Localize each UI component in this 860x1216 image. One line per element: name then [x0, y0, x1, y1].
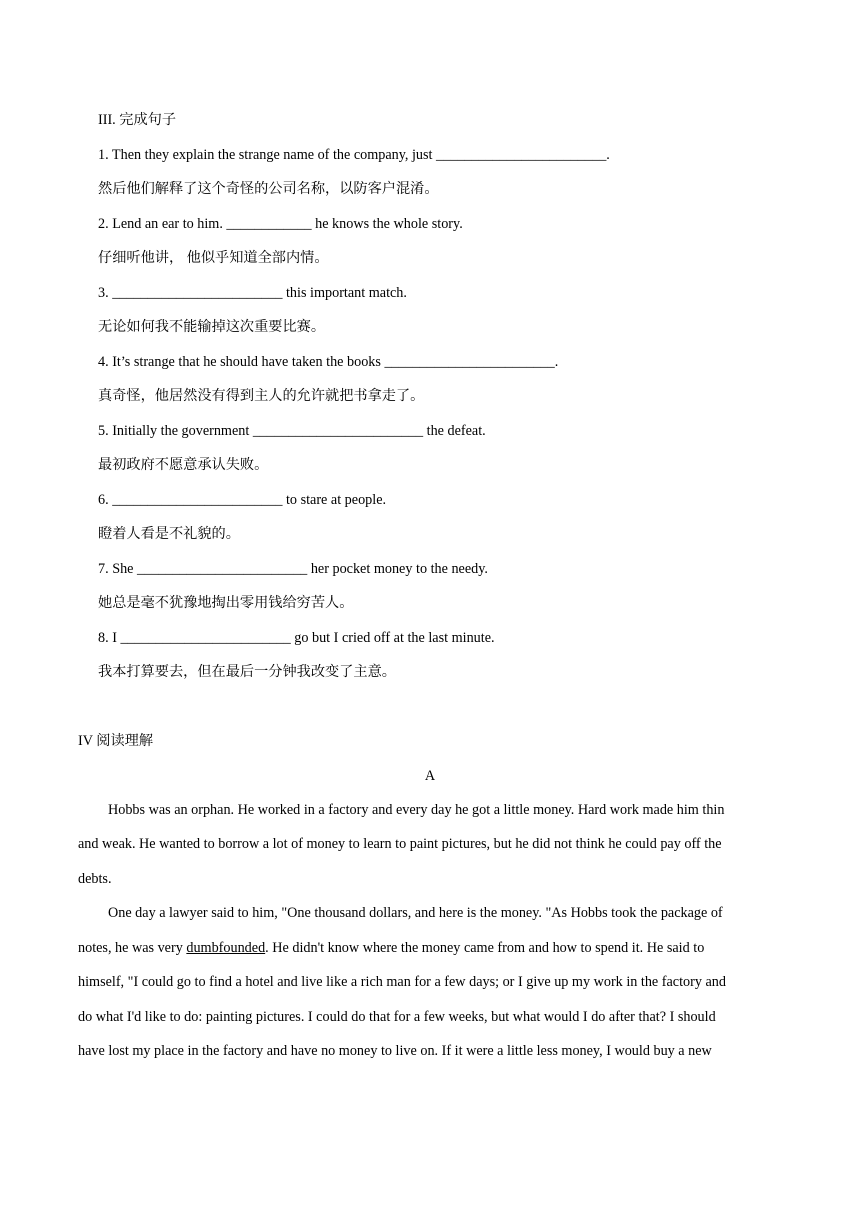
item-1-chinese: 然后他们解释了这个奇怪的公司名称，以防客户混淆。: [98, 181, 439, 197]
item-8-chinese: 我本打算要去，但在最后一分钟我改变了主意。: [98, 664, 396, 680]
paragraph-1-line-1: Hobbs was an orphan. He worked in a factory and every day he got a little money. Hard work made him thin: [108, 802, 725, 818]
item-4-chinese: 真奇怪，他居然没有得到主人的允许就把书拿走了。: [98, 388, 425, 404]
item-1-english: 1. Then they explain the strange name of the company, just ________________________.: [98, 147, 610, 163]
item-7-chinese: 她总是毫不犹豫地掏出零用钱给穷苦人。: [98, 595, 354, 611]
underlined-vocabulary-word: dumbfounded: [186, 940, 266, 956]
section-4-title: IV 阅读理解: [78, 733, 154, 749]
paragraph-2-line-2: [78, 938, 768, 958]
item-3-english: 3. ________________________ this important match.: [98, 285, 407, 301]
paragraph-2-line-2-start: notes, he was very: [78, 940, 187, 956]
paragraph-2-line-3: himself, "I could go to find a hotel and live like a rich man for a few days; or I give up my work in the factory and: [78, 974, 726, 990]
item-6-chinese: 瞪着人看是不礼貌的。: [98, 526, 240, 542]
passage-label: A: [424, 768, 436, 784]
section-3-title: III. 完成句子: [98, 112, 177, 128]
item-8-english: 8. I ________________________ go but I cried off at the last minute.: [98, 630, 495, 646]
item-4-english: 4. It’s strange that he should have taken the books ________________________.: [98, 354, 559, 370]
paragraph-1-line-3: debts.: [78, 871, 112, 887]
item-7-english: 7. She ________________________ her pocket money to the needy.: [98, 561, 488, 577]
item-6-english: 6. ________________________ to stare at people.: [98, 492, 387, 508]
item-2-english: 2. Lend an ear to him. ____________ he knows the whole story.: [98, 216, 463, 232]
item-2-chinese: 仔细听他讲， 他似乎知道全部内情。: [98, 250, 329, 266]
paragraph-2-line-2-end: . He didn't know where the money came from and how to spend it. He said to: [265, 940, 705, 956]
item-5-english: 5. Initially the government ________________________ the defeat.: [98, 423, 486, 439]
item-5-chinese: 最初政府不愿意承认失败。: [98, 457, 269, 473]
paragraph-1-line-2: and weak. He wanted to borrow a lot of money to learn to paint pictures, but he did not think he could pay off the: [78, 836, 722, 852]
item-3-chinese: 无论如何我不能输掉这次重要比赛。: [98, 319, 326, 335]
paragraph-2-line-4: do what I'd like to do: painting pictures. I could do that for a few weeks, but what would I do after that? I should: [78, 1009, 716, 1025]
paragraph-2-line-5: have lost my place in the factory and have no money to live on. If it were a little less money, I would buy a new: [78, 1043, 712, 1059]
paragraph-2-line-1: One day a lawyer said to him, "One thousand dollars, and here is the money. "As Hobbs took the package of: [108, 905, 723, 921]
